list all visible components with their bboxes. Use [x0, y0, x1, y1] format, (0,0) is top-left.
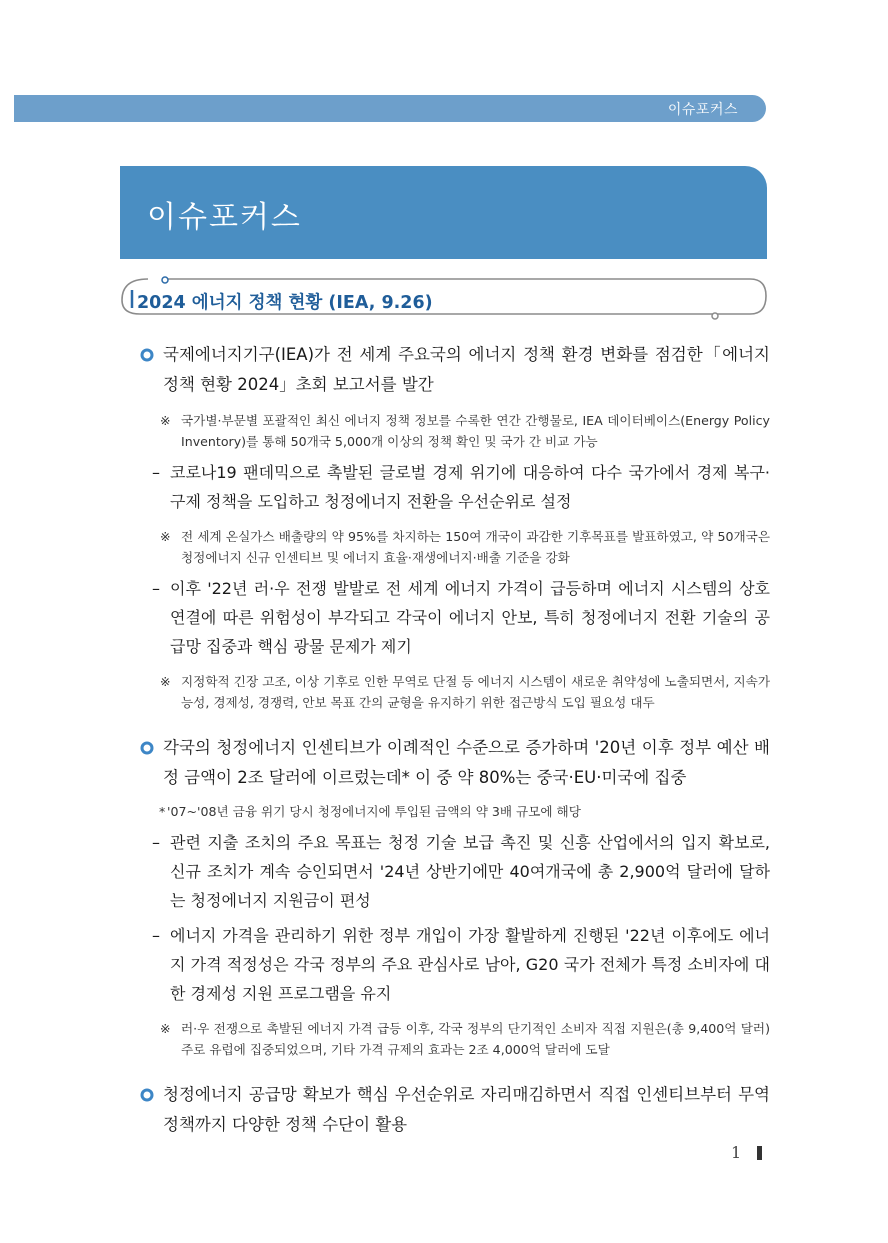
note-3-text: 지정학적 긴장 고조, 이상 기후로 인한 무역로 단절 등 에너지 시스템이 새로운 취약성에 노출되면서, 지속가능성, 경제성, 경쟁력, 안보 목표 간의 균형을 유지하기 위한 접근방식 도입 필요성 대두: [181, 674, 770, 710]
page-number-bar: [757, 1146, 762, 1160]
note-3: [138, 671, 770, 713]
note-mark: ※: [160, 1021, 171, 1036]
header-band: [14, 95, 766, 122]
note-mark: ※: [160, 413, 171, 428]
dash-4-text: 에너지 가격을 관리하기 위한 정부 개입이 가장 활발하게 진행된 '22년 이후에도 에너지 가격 적정성은 각국 정부의 주요 관심사로 남아, G20 국가 전체가 특정 소비자에 대한 경제성 지원 프로그램을 유지: [170, 926, 770, 1003]
bullet-1-text: 국제에너지기구(IEA)가 전 세계 주요국의 에너지 정책 환경 변화를 점검한「에너지 정책 현황 2024」초회 보고서를 발간: [163, 345, 770, 394]
dash-3: [138, 828, 770, 915]
note-2-text: 전 세계 온실가스 배출량의 약 95%를 차지하는 150여 개국이 과감한 기후목표를 발표하였고, 약 50개국은 청정에너지 신규 인센티브 및 에너지 효율·재생에너지·배출 기준을 강화: [181, 529, 770, 565]
header-band-label: 이슈포커스: [667, 102, 738, 118]
footnote-mark: *: [159, 804, 166, 819]
content-body: [138, 340, 770, 1140]
section-frame-knob-top: [162, 277, 168, 283]
footnote-1-text: '07~'08년 금융 위기 당시 청정에너지에 투입된 금액의 약 3배 규모에 해당: [167, 804, 581, 819]
dash-2: [138, 574, 770, 661]
bullet-2: [138, 733, 770, 793]
note-mark: ※: [160, 529, 171, 544]
footnote-1: [138, 801, 770, 822]
bullet-2-text: 각국의 청정에너지 인센티브가 이례적인 수준으로 증가하며 '20년 이후 정부 예산 배정 금액이 2조 달러에 이르렀는데* 이 중 약 80%는 중국·EU·미국에 집중: [163, 738, 770, 787]
note-1: [138, 410, 770, 452]
bullet-ring-icon: [140, 1088, 154, 1102]
bullet-1: [138, 340, 770, 400]
bullet-3: [138, 1080, 770, 1140]
note-1-text: 국가별·부문별 포괄적인 최신 에너지 정책 정보를 수록한 연간 간행물로, IEA 데이터베이스(Energy Policy Inventory)를 통해 50개국 5,000개 이상의 정책 확인 및 국가 간 비교 가능: [181, 413, 770, 449]
title-box: [120, 166, 767, 259]
dash-mark: –: [152, 926, 160, 945]
dash-3-text: 관련 지출 조치의 주요 목표는 청정 기술 보급 촉진 및 신흥 산업에서의 입지 확보로, 신규 조치가 계속 승인되면서 '24년 상반기에만 40여개국에 총 2,900억 달러에 달하는 청정에너지 지원금이 편성: [170, 833, 770, 910]
dash-4: [138, 921, 770, 1008]
dash-mark: –: [152, 833, 160, 852]
section-frame-knob-bottom: [712, 313, 718, 319]
note-4: [138, 1018, 770, 1060]
section-title: 2024 에너지 정책 현황 (IEA, 9.26): [137, 293, 433, 313]
dash-mark: –: [152, 463, 160, 482]
dash-1-text: 코로나19 팬데믹으로 촉발된 글로벌 경제 위기에 대응하여 다수 국가에서 경제 복구·구제 정책을 도입하고 청정에너지 전환을 우선순위로 설정: [170, 463, 770, 511]
note-4-text: 러·우 전쟁으로 촉발된 에너지 가격 급등 이후, 각국 정부의 단기적인 소비자 직접 지원은(총 9,400억 달러) 주로 유럽에 집중되었으며, 기타 가격 규제의 효과는 2조 4,000억 달러에 도달: [181, 1021, 770, 1057]
bullet-3-text: 청정에너지 공급망 확보가 핵심 우선순위로 자리매김하면서 직접 인센티브부터 무역 정책까지 다양한 정책 수단이 활용: [163, 1085, 770, 1134]
dash-2-text: 이후 '22년 러·우 전쟁 발발로 전 세계 에너지 가격이 급등하며 에너지 시스템의 상호 연결에 따른 위험성이 부각되고 각국이 에너지 안보, 특히 청정에너지 전환 기술의 공급망 집중과 핵심 광물 문제가 제기: [170, 579, 770, 656]
note-mark: ※: [160, 674, 171, 689]
bullet-ring-icon: [140, 348, 154, 362]
dash-1: [138, 458, 770, 516]
note-2: [138, 526, 770, 568]
page-number: 1: [731, 1143, 742, 1162]
dash-mark: –: [152, 579, 160, 598]
bullet-ring-icon: [140, 741, 154, 755]
page-title: 이슈포커스: [147, 200, 302, 235]
